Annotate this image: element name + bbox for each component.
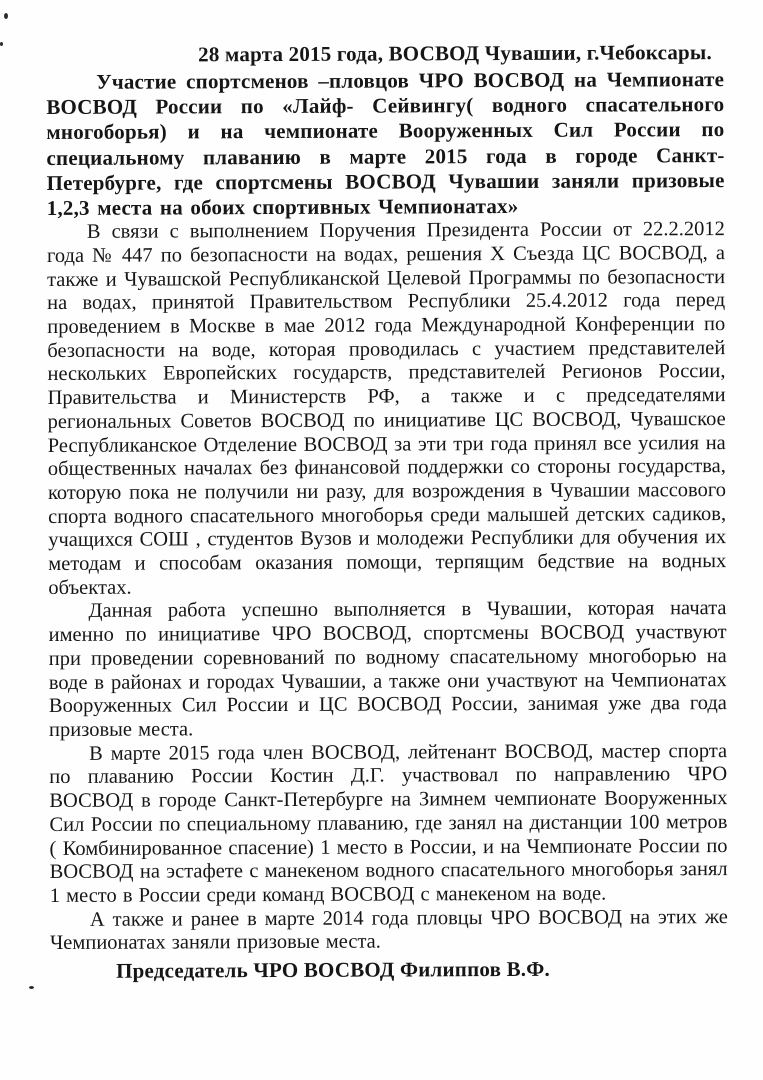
signature-line: Председатель ЧРО ВОСВОД Филиппов В.Ф. [116,956,550,983]
document-title: Участие спортсменов –пловцов ЧРО ВОСВОД на Чемпионате ВОСВОД России по «Лайф- Сейвингу( водного спасательного многоборья) и на чемпионате Вооруженных Сил России по специальному плаванию в марте 2015 года в городе Санкт-Петербурге, где спортсмены ВОСВОД Чувашии заняли призовые 1,2,3 места на обоих спортивных Чемпионатах» [46,67,725,221]
date-line: 28 марта 2015 года, ВОСВОД Чувашии, г.Чебоксары. [198,40,713,67]
paragraph-3: В марте 2015 года член ВОСВОД, лейтенант ВОСВОД, мастер спорта по плаванию России Костин Д.Г. участвовал по направлению ЧРО ВОСВОД в городе Санкт-Петербурге на Зимнем чемпионате Вооруженных Сил России по специальному плаванию, где занял на дистанции 100 метров ( Комбинированное спасение) 1 место в России, и на Чемпионате России по ВОСВОД на эстафете с манекеном водного спасательного многоборья занял 1 место в России среди команд ВОСВОД с манекеном на воде. [49,739,728,907]
paragraph-4: А также и ранее в марте 2014 года пловцы ЧРО ВОСВОД на этих же Чемпионатах заняли призовые места. [49,905,728,955]
document-content [46,39,728,985]
paragraph-2: Данная работа успешно выполняется в Чувашии, которая начата именно по инициативе ЧРО ВОСВОД, спортсмены ВОСВОД участвуют при проведении соревнований по водному спасательному многоборью на воде в районах и городах Чувашии, а также они участвуют на Чемпионатах Вооруженных Сил России и ЦС ВОСВОД России, занимая уже два года призовые места. [48,597,727,741]
scan-speck [4,13,8,19]
scan-speck [0,42,3,46]
scan-speck [29,986,34,989]
paragraph-1: В связи с выполнением Поручения Президента России от 22.2.2012 года № 447 по безопасности на водах, решения Х Съезда ЦС ВОСВОД, а также и Чувашской Республиканской Целевой Программы по безопасности на водах, принятой Правительством Республики 25.4.2012 года перед проведением в Москве в мае 2012 года Международной Конференции по безопасности на воде, которая проводилась с участием представителей нескольких Европейских государств, представителей Регионов России, Правительства и Министерств РФ, а также и с председателями региональных Советов ВОСВОД по инициативе ЦС ВОСВОД, Чувашское Республиканское Отделение ВОСВОД за эти три года принял все усилия на общественных началах без финансовой поддержки со стороны государства, которую пока не получили ни разу, для возрождения в Чувашии массового спорта водного спасательного многоборья среди малышей детских садиков, учащихся СОШ , студентов Вузов и молодежи Республики для обучения их методам и способам оказания помощи, терпящим бедствие на водных объектах. [46,218,727,599]
